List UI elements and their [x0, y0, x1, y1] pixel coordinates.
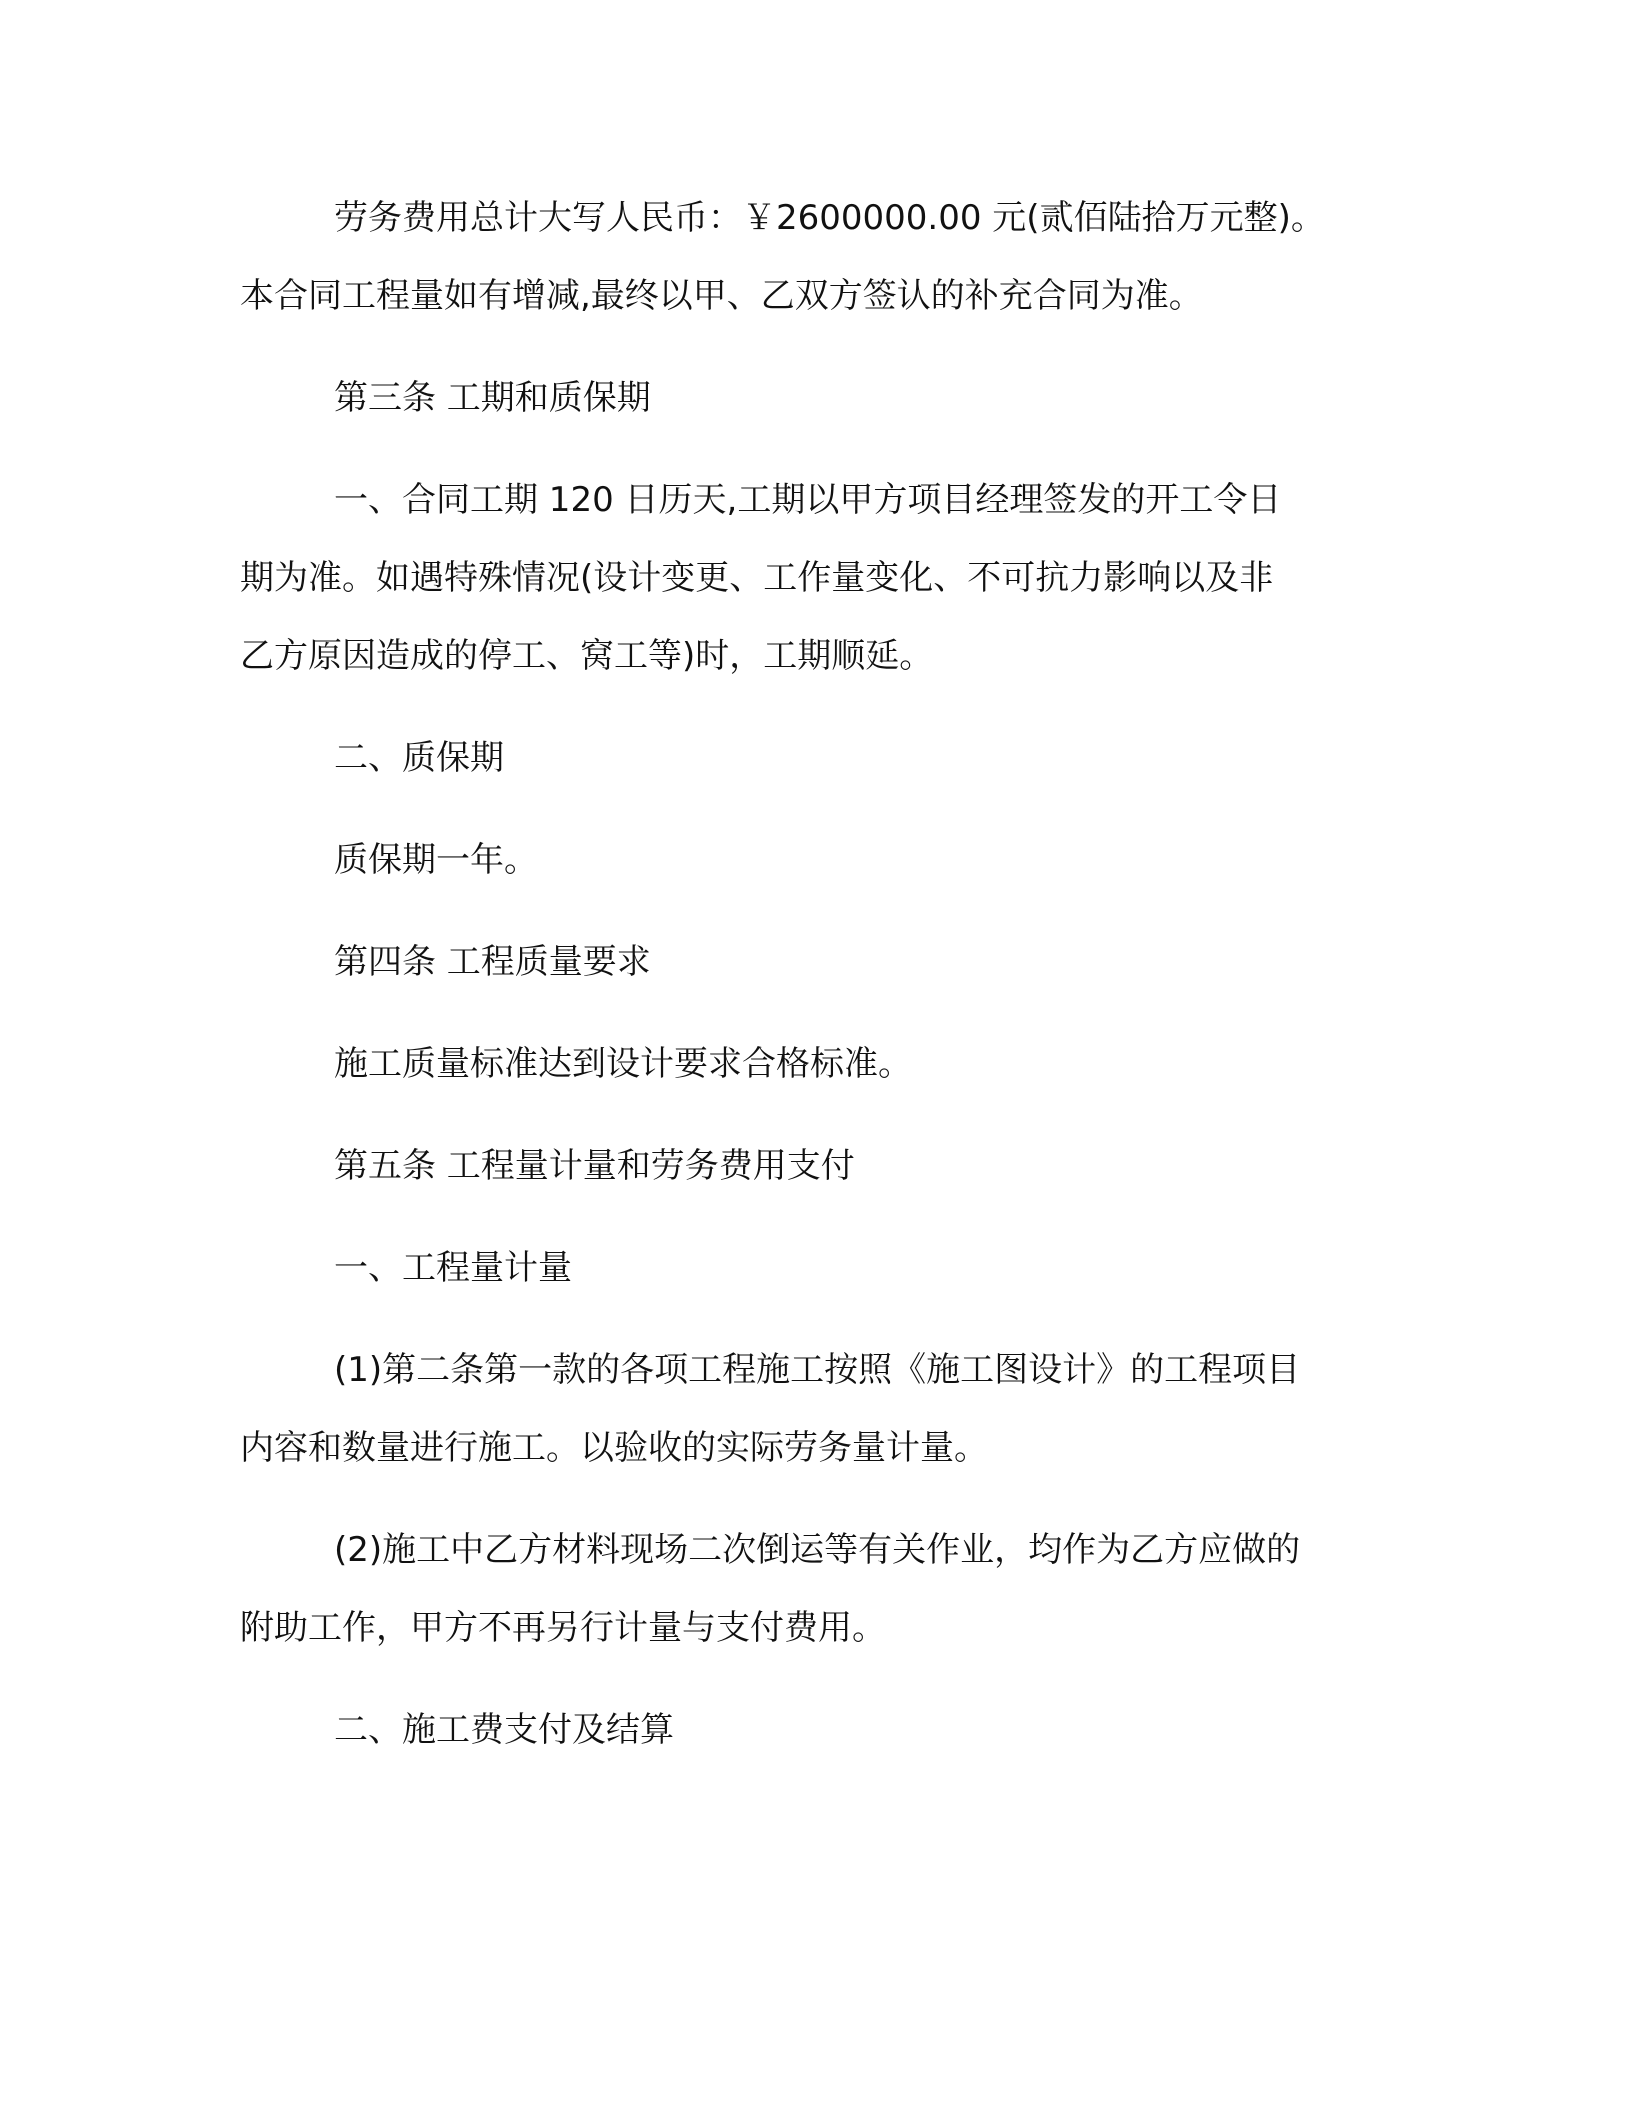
article-4-heading: 第四条 工程质量要求	[334, 942, 651, 982]
duration-line-1: 一、合同工期 120 日历天,工期以甲方项目经理签发的开工令日	[334, 480, 1282, 520]
clause-2-line-1: (2)施工中乙方材料现场二次倒运等有关作业，均作为乙方应做的	[334, 1530, 1301, 1570]
clause-2-line-2: 附助工作，甲方不再另行计量与支付费用。	[240, 1608, 886, 1648]
quantity-change-line: 本合同工程量如有增减,最终以甲、乙双方签认的补充合同为准。	[240, 276, 1203, 316]
fee-total-line: 劳务费用总计大写人民币：￥2600000.00 元(贰佰陆拾万元整)。	[334, 198, 1325, 238]
measurement-subheading: 一、工程量计量	[334, 1248, 572, 1288]
article-3-heading: 第三条 工期和质保期	[334, 378, 651, 418]
warranty-subheading: 二、质保期	[334, 738, 504, 778]
article-5-heading: 第五条 工程量计量和劳务费用支付	[334, 1146, 855, 1186]
clause-1-line-2: 内容和数量进行施工。以验收的实际劳务量计量。	[240, 1428, 988, 1468]
quality-standard-text: 施工质量标准达到设计要求合格标准。	[334, 1044, 912, 1084]
duration-line-3: 乙方原因造成的停工、窝工等)时，工期顺延。	[240, 636, 934, 676]
warranty-text: 质保期一年。	[334, 840, 538, 880]
payment-subheading: 二、施工费支付及结算	[334, 1710, 674, 1750]
clause-1-line-1: (1)第二条第一款的各项工程施工按照《施工图设计》的工程项目	[334, 1350, 1301, 1390]
duration-line-2: 期为准。如遇特殊情况(设计变更、工作量变化、不可抗力影响以及非	[240, 558, 1274, 598]
